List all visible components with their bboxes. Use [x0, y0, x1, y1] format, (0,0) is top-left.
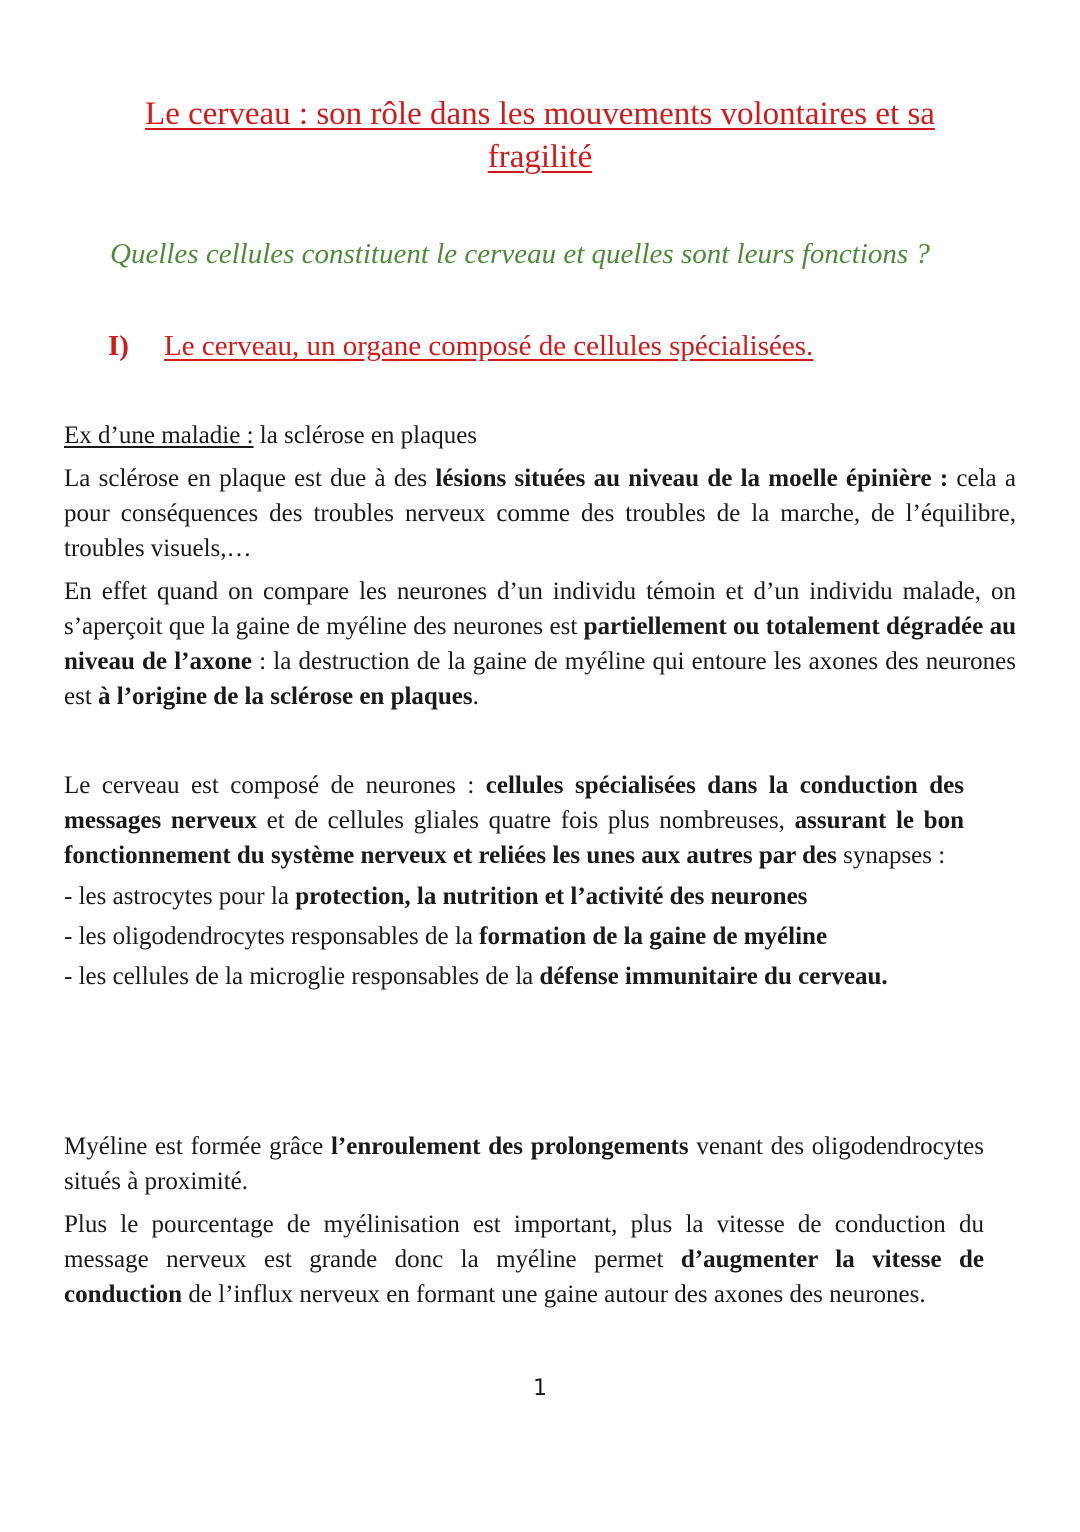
- list-item-text: - les astrocytes pour la: [64, 883, 296, 910]
- guiding-question: Quelles cellules constituent le cerveau et quelles sont leurs fonctions ?: [110, 238, 930, 270]
- section-heading: [108, 327, 813, 365]
- p2-bold-1: partiellement ou totalement dégradée au niveau de l’axone: [64, 613, 1016, 675]
- example-block: [64, 418, 1016, 714]
- title-line-2: fragilité: [487, 139, 593, 175]
- list-item: [64, 959, 1024, 994]
- paragraph-4: [64, 1129, 984, 1199]
- list-item-bold: formation de la gaine de myéline: [479, 923, 828, 950]
- page-number: 1: [533, 1376, 547, 1401]
- list-item: [64, 919, 1024, 954]
- paragraph-2: [64, 574, 1016, 714]
- p4-text-2: venant des oligodendrocytes situés à proximité.: [64, 1133, 984, 1195]
- example-line: [64, 418, 1016, 453]
- list-item-bold: défense immunitaire du cerveau.: [539, 963, 888, 990]
- page-title: [100, 93, 980, 179]
- p3-text-2: et de cellules gliales quatre fois plus nombreuses,: [256, 807, 795, 834]
- list-item-text: - les cellules de la microglie responsables de la: [64, 963, 540, 990]
- p1-text-1: La sclérose en plaque est due à des: [64, 465, 436, 492]
- p1-bold-1: lésions situées au niveau de la moelle épinière :: [435, 465, 949, 492]
- example-text: la sclérose en plaques: [253, 422, 478, 449]
- list-item: [64, 879, 1024, 914]
- p3-text-1: Le cerveau est composé de neurones :: [64, 772, 486, 799]
- p3-text-3: synapses :: [836, 842, 946, 869]
- paragraph-3: [64, 768, 964, 873]
- p2-text-3: .: [472, 683, 479, 710]
- p1-text-2: cela a pour conséquences des troubles nerveux comme des troubles de la marche, de l’équilibre, troubles visuels,…: [64, 465, 1016, 562]
- p4-text-1: Myéline est formée grâce: [64, 1133, 331, 1160]
- section-number: I): [108, 330, 129, 362]
- p5-text-1: Plus le pourcentage de myélinisation est important, plus la vitesse de conduction du message nerveux est grande donc la myéline permet: [64, 1211, 984, 1273]
- p3-bold-1: cellules spécialisées dans la conduction des messages nerveux: [64, 772, 964, 834]
- paragraph-5: [64, 1207, 984, 1312]
- p2-text-2: : la destruction de la gaine de myéline qui entoure les axones des neurones est: [64, 648, 1016, 710]
- p2-text-1: En effet quand on compare les neurones d’un individu témoin et d’un individu malade, on s’aperçoit que la gaine de myéline des neurones est: [64, 578, 1016, 640]
- p2-bold-2: à l’origine de la sclérose en plaques: [98, 683, 473, 710]
- paragraph-1: [64, 461, 1016, 566]
- title-line-1: Le cerveau : son rôle dans les mouvements volontaires et sa: [145, 96, 935, 132]
- cells-block: [64, 768, 964, 994]
- section-label: Le cerveau, un organe composé de cellules spécialisées.: [164, 330, 814, 362]
- p4-bold-1: l’enroulement des prolongements: [330, 1133, 689, 1160]
- myelin-block: [64, 1129, 984, 1312]
- example-label: Ex d’une maladie :: [64, 422, 254, 449]
- p5-bold-1: d’augmenter la vitesse de conduction: [64, 1246, 984, 1308]
- p3-bold-2: assurant le bon fonctionnement du système nerveux et reliées les unes aux autres par des: [64, 807, 964, 869]
- list-item-text: - les oligodendrocytes responsables de la: [64, 923, 480, 950]
- list-item-bold: protection, la nutrition et l’activité des neurones: [295, 883, 808, 910]
- p5-text-2: de l’influx nerveux en formant une gaine autour des axones des neurones.: [182, 1281, 926, 1308]
